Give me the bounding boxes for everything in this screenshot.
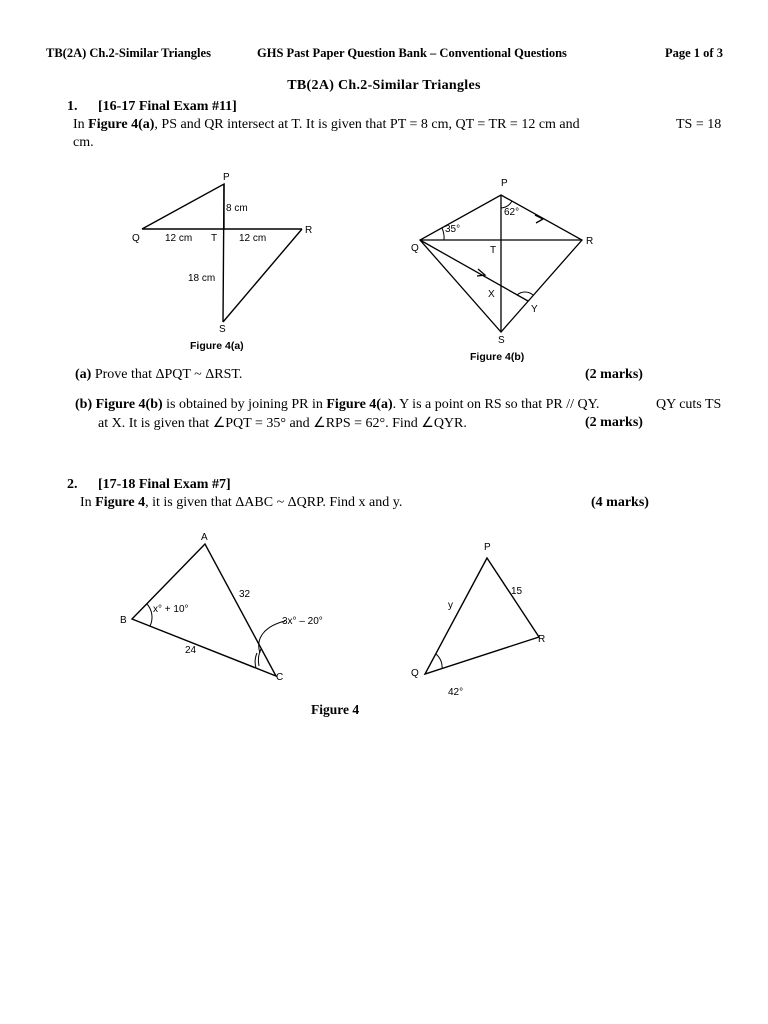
label-side-bc: 24 [185, 645, 197, 656]
angle-arc-b [147, 604, 152, 626]
q1-number: 1. [67, 99, 78, 114]
q1-intro-text-1: In [73, 117, 85, 132]
q1-part-a [75, 367, 242, 383]
label-angle-pqt: 35° [445, 224, 461, 235]
header-center: GHS Past Paper Question Bank – Conventional Questions [257, 46, 567, 60]
q2-source: [17-18 Final Exam #7] [98, 477, 231, 492]
label-pt-length: 8 cm [226, 203, 248, 214]
angle-arc-pqt [442, 228, 444, 240]
header-left: TB(2A) Ch.2-Similar Triangles [46, 46, 211, 60]
label-side-ac: 32 [239, 589, 251, 600]
label-r: R [586, 236, 594, 247]
figure-triangle-abc [115, 528, 345, 693]
q2-marks: (4 marks) [591, 495, 649, 510]
label-p: P [223, 172, 230, 183]
q1-part-a-text: Prove that ΔPQT ~ ΔRST. [94, 367, 243, 382]
label-s: S [498, 335, 505, 346]
label-q: Q [132, 233, 140, 244]
label-r: R [538, 634, 546, 645]
label-q: Q [411, 243, 419, 254]
label-x: X [488, 289, 495, 300]
triangle-pqr-outline [425, 558, 539, 674]
angle-arc-q [436, 654, 442, 669]
q1-intro [73, 117, 580, 133]
label-ts-length: 18 cm [188, 273, 216, 284]
label-qt-length: 12 cm [165, 233, 193, 244]
figure-4a [125, 170, 325, 355]
q1-intro-figure-ref: Figure 4(a) [88, 117, 155, 132]
q2-figure-caption: Figure 4 [311, 702, 360, 717]
label-angle-q: 42° [448, 687, 464, 698]
q1-part-a-label: (a) [75, 367, 92, 382]
q1-part-a-marks: (2 marks) [585, 367, 643, 382]
q1-intro-cm: cm. [73, 135, 94, 150]
label-p: P [484, 542, 491, 553]
q1-part-b-text-3: QY cuts TS [656, 397, 722, 412]
label-t: T [211, 233, 218, 244]
angle-arc-qyr [517, 292, 533, 295]
q2-intro [80, 495, 402, 511]
header-page-number: Page 1 of 3 [665, 46, 723, 60]
q1-part-b-figure-ref-2: Figure 4(a) [326, 397, 393, 412]
figure-4b [405, 175, 605, 365]
line-ps [223, 184, 224, 322]
label-angle-rps: 62° [504, 207, 520, 218]
figure-triangle-pqr [405, 536, 565, 701]
label-s: S [219, 324, 226, 335]
label-c: C [276, 672, 284, 683]
label-side-pr: 15 [511, 586, 523, 597]
q2-intro-text-1: In [80, 495, 92, 510]
triangle-pqt-outline [142, 184, 224, 229]
line-qy [420, 240, 528, 301]
q1-part-b [75, 397, 599, 413]
q1-part-b-label: (b) [75, 397, 93, 412]
label-q: Q [411, 668, 419, 679]
figure-4a-caption: Figure 4(a) [190, 340, 244, 352]
angle-arc-c [255, 653, 257, 668]
label-t: T [490, 245, 497, 256]
q1-part-b-text-2: . Y is a point on RS so that PR // QY. [392, 397, 600, 412]
label-p: P [501, 178, 508, 189]
label-angle-c: 3x° – 20° [282, 616, 323, 627]
label-angle-b: x° + 10° [153, 604, 189, 615]
q2-number: 2. [67, 477, 78, 492]
label-b: B [120, 615, 127, 626]
q2-intro-figure-ref: Figure 4 [95, 495, 146, 510]
q1-source: [16-17 Final Exam #11] [98, 99, 237, 114]
label-side-pq: y [448, 600, 453, 611]
label-r: R [305, 225, 313, 236]
q1-part-b-figure-ref: Figure 4(b) [95, 397, 163, 412]
label-y: Y [531, 304, 538, 315]
q1-intro-text-2: , PS and QR intersect at T. It is given that PT = 8 cm, QT = TR = 12 cm and [154, 117, 580, 132]
label-tr-length: 12 cm [239, 233, 267, 244]
q1-part-b-text-1: is obtained by joining PR in [166, 397, 323, 412]
page-title: TB(2A) Ch.2-Similar Triangles [287, 78, 481, 93]
figure-4b-caption: Figure 4(b) [470, 351, 525, 363]
q1-part-b-text-4: at X. It is given that ∠PQT = 35° and ∠RPS = 62°. Find ∠QYR. [98, 416, 467, 431]
q1-intro-ts: TS = 18 [676, 117, 722, 132]
label-a: A [201, 532, 208, 543]
q1-part-b-marks: (2 marks) [585, 415, 643, 430]
q2-intro-text-2: , it is given that ΔABC ~ ΔQRP. Find x and y. [145, 495, 403, 510]
